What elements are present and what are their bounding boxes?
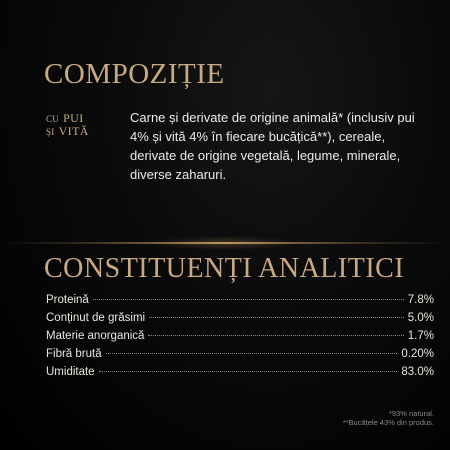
row-value: 83.0% <box>401 366 434 378</box>
row-label: Materie anorganică <box>46 330 145 342</box>
dot-leader <box>149 317 404 318</box>
table-row <box>46 294 434 312</box>
flavor-prefix-2: ȘI <box>46 127 55 137</box>
row-value: 7.8% <box>407 294 434 306</box>
row-value: 0.20% <box>401 348 434 360</box>
flavor-line-2 <box>46 125 116 138</box>
section-divider <box>0 242 450 244</box>
footnotes <box>343 409 434 427</box>
row-value: 1.7% <box>407 330 434 342</box>
flavor-label <box>46 112 116 138</box>
flavor-main-2: VITĂ <box>58 124 89 138</box>
analytic-table <box>46 294 434 384</box>
row-label: Fibră brută <box>46 348 102 360</box>
row-value: 5.0% <box>407 312 434 324</box>
footnote-pieces: **Bucățele 43% din produs. <box>342 418 434 427</box>
row-label: Umiditate <box>46 366 95 378</box>
composition-text: Carne și derivate de origine animală* (inclusiv pui 4% și vită 4% în fiecare bucățică**), cereale, derivate de origine vegetală, legume, minerale, diverse zaharuri. <box>130 110 415 182</box>
table-row <box>46 366 434 384</box>
flavor-prefix-1: CU <box>46 114 60 124</box>
composition-heading: COMPOZIȚIE <box>44 58 225 90</box>
table-row <box>46 312 434 330</box>
dot-leader <box>93 299 404 300</box>
flavor-main-1: PUI <box>63 111 84 125</box>
row-label: Conținut de grăsimi <box>46 312 146 324</box>
analytic-heading: CONSTITUENȚI ANALITICI <box>44 253 405 284</box>
footnote-natural: *93% natural. <box>388 409 434 418</box>
dot-leader <box>106 353 398 354</box>
table-row <box>46 348 434 366</box>
table-row <box>46 330 434 348</box>
dot-leader <box>99 371 398 372</box>
dot-leader <box>148 335 403 336</box>
row-label: Proteină <box>46 294 89 306</box>
